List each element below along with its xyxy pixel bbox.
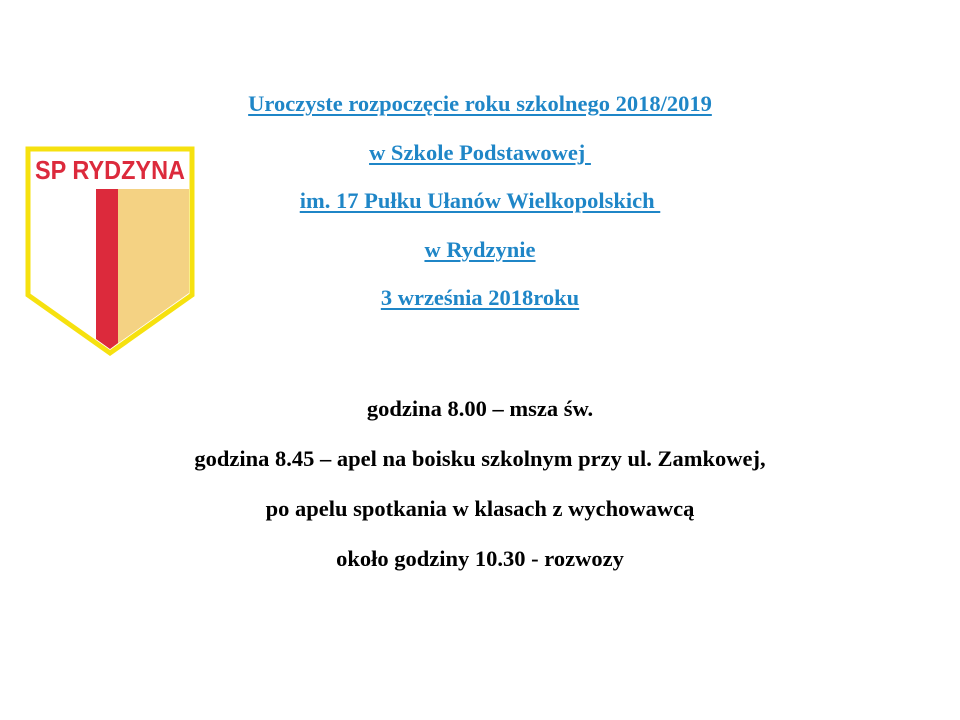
title-line-1-text[interactable]: Uroczyste rozpoczęcie roku szkolnego 2018/2019	[248, 91, 712, 116]
title-line-4-text[interactable]: w Rydzynie	[424, 236, 536, 262]
schedule-line-mass: godzina 8.00 – msza św.	[366, 396, 594, 421]
schedule-line-transport: około godziny 10.30 - rozwozy	[336, 546, 624, 571]
title-line-2-text[interactable]: w Szkole Podstawowej	[369, 139, 591, 165]
logo-text: SP RYDZYNA	[35, 155, 186, 185]
title-line-5	[0, 282, 960, 331]
schedule-line-class-meetings: po apelu spotkania w klasach z wychowawcą	[265, 496, 695, 521]
event-schedule	[0, 392, 960, 592]
title-line-3	[0, 185, 960, 234]
title-line-3-text[interactable]: im. 17 Pułku Ułanów Wielkopolskich	[299, 188, 661, 213]
title-line-5-text[interactable]: 3 września 2018roku	[380, 285, 580, 310]
schedule-line-assembly: godzina 8.45 – apel na boisku szkolnym przy ul. Zamkowej,	[194, 446, 766, 471]
title-line-1	[0, 88, 960, 137]
title-line-4	[0, 234, 960, 283]
announcement-title	[0, 88, 960, 331]
title-line-2	[0, 137, 960, 186]
